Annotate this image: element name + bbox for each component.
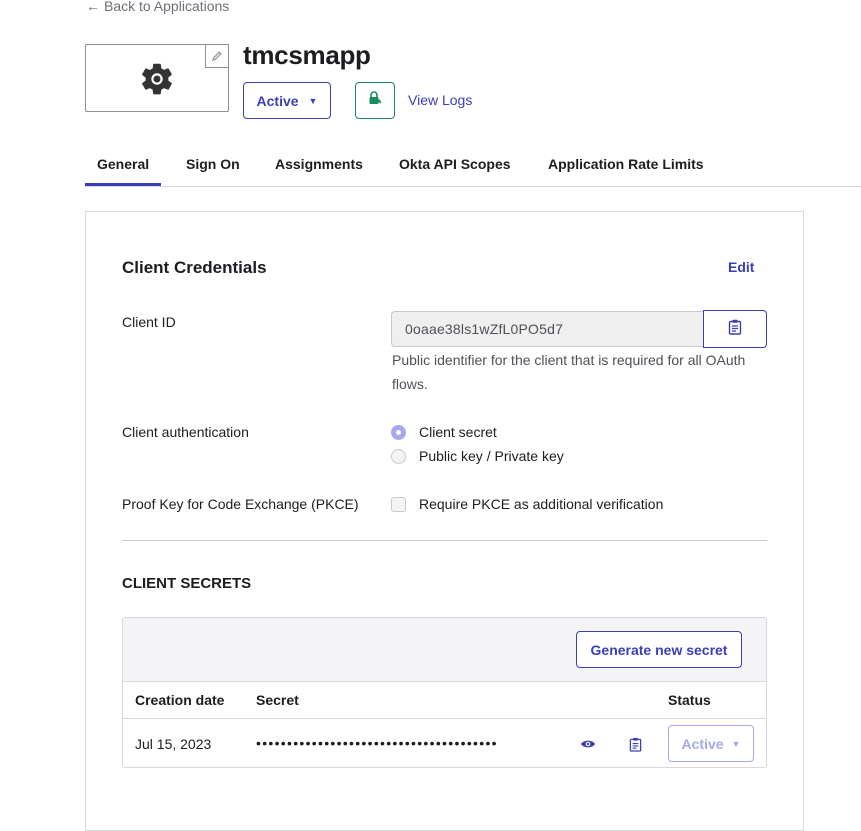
back-arrow-icon: ← xyxy=(86,0,100,14)
client-authentication-label: Client authentication xyxy=(122,424,249,440)
client-secrets-table xyxy=(122,617,767,768)
masked-secret: ••••••••••••••••••••••••••••••••••••••• xyxy=(256,735,498,751)
pkce-label: Proof Key for Code Exchange (PKCE) xyxy=(122,496,359,512)
chevron-down-icon: ▼ xyxy=(308,95,318,106)
client-id-field[interactable]: 0oaae38ls1wZfL0PO5d7 xyxy=(391,311,704,347)
back-to-applications-link[interactable] xyxy=(86,0,229,14)
radio-label: Public key / Private key xyxy=(419,448,564,464)
radio-public-private-key[interactable] xyxy=(391,448,564,464)
view-logs-link[interactable]: View Logs xyxy=(408,92,473,108)
generate-new-secret-button[interactable]: Generate new secret xyxy=(576,631,742,668)
table-toolbar xyxy=(123,618,766,682)
row-divider xyxy=(123,718,766,719)
section-divider xyxy=(122,540,767,541)
column-header-creation-date: Creation date xyxy=(135,692,225,708)
client-credentials-title: Client Credentials xyxy=(122,258,267,277)
pkce-checkbox[interactable] xyxy=(391,497,406,512)
chevron-down-icon: ▼ xyxy=(731,738,741,749)
tab-sign-on[interactable]: Sign On xyxy=(186,156,240,172)
edit-credentials-button[interactable]: Edit xyxy=(728,259,755,275)
tab-general[interactable]: General xyxy=(97,156,150,172)
pencil-icon[interactable] xyxy=(205,44,229,68)
clipboard-icon xyxy=(728,319,742,340)
tab-application-rate-limits[interactable]: Application Rate Limits xyxy=(548,156,704,172)
secret-status-label: Active xyxy=(681,735,724,752)
tab-bar xyxy=(85,150,861,187)
tab-okta-api-scopes[interactable]: Okta API Scopes xyxy=(399,156,511,172)
push-groups-button[interactable] xyxy=(355,82,395,119)
client-secrets-title: CLIENT SECRETS xyxy=(122,575,252,592)
lock-icon xyxy=(367,90,383,111)
tab-assignments[interactable]: Assignments xyxy=(275,156,363,172)
pkce-checkbox-row[interactable] xyxy=(391,496,663,512)
column-header-status: Status xyxy=(668,692,711,708)
radio-button[interactable] xyxy=(391,449,406,464)
app-title: tmcsmapp xyxy=(243,40,371,70)
pkce-option-label: Require PKCE as additional verification xyxy=(419,496,664,512)
app-logo xyxy=(85,44,229,112)
app-status-dropdown[interactable] xyxy=(243,82,331,119)
clipboard-icon[interactable] xyxy=(627,735,643,753)
copy-client-id-button[interactable] xyxy=(703,310,767,348)
client-id-label: Client ID xyxy=(122,314,176,330)
radio-client-secret[interactable] xyxy=(391,424,497,440)
column-header-secret: Secret xyxy=(256,692,299,708)
radio-label: Client secret xyxy=(419,424,497,440)
client-id-help-text: Public identifier for the client that is required for all OAuth flows. xyxy=(392,352,746,392)
gear-icon xyxy=(138,60,176,103)
back-link-label: Back to Applications xyxy=(104,0,230,14)
status-label: Active xyxy=(256,92,299,109)
eye-icon[interactable] xyxy=(578,736,598,752)
radio-button[interactable] xyxy=(391,425,406,440)
secret-creation-date: Jul 15, 2023 xyxy=(135,736,212,752)
secret-status-dropdown[interactable] xyxy=(668,725,754,762)
